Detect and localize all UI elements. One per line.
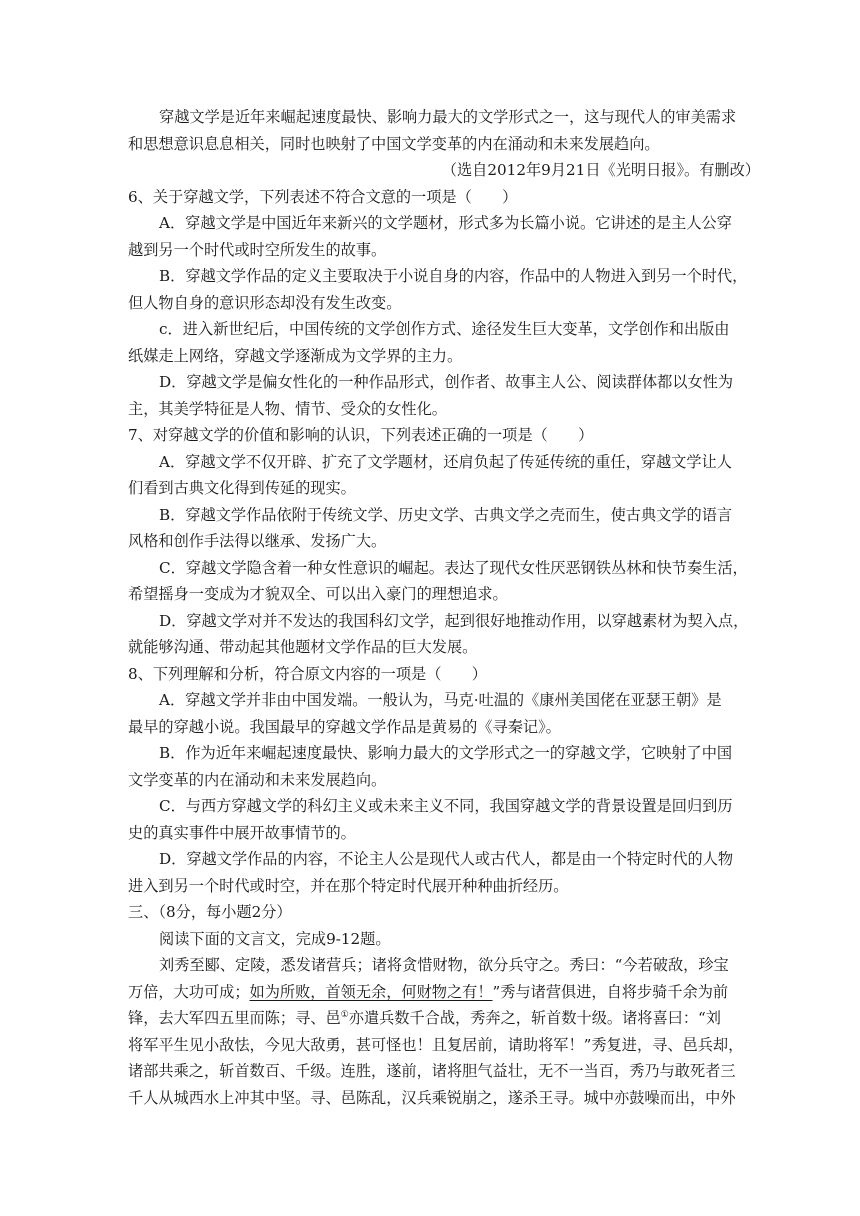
q8-option-a: A．穿越文学并非由中国发端。一般认为，马克·吐温的《康州美国佬在亚瑟王朝》是 — [159, 691, 722, 709]
q6-option-b-cont: 但人物自身的意识形态却没有发生改变。 — [128, 293, 402, 312]
question-8-stem: 8、下列理解和分析，符合原文内容的一项是（ ） — [128, 664, 487, 683]
text-span: 锋，去大军四五里而陈；寻、邑 — [128, 1009, 341, 1027]
question-7-stem: 7、对穿越文学的价值和影响的认识，下列表述正确的一项是（ ） — [128, 426, 594, 444]
classical-text-line — [128, 979, 760, 1006]
text-span: ”秀与诸营俱进，自将步骑千余为前 — [492, 982, 729, 1001]
question-6-stem: 6、关于穿越文学，下列表述不符合文意的一项是（ ） — [128, 187, 518, 206]
section-3-instruction: 阅读下面的文言文，完成9-12题。 — [159, 929, 391, 948]
q8-option-c: C．与西方穿越文学的科幻主义或未来主义不同，我国穿越文学的背景设置是回归到历 — [159, 797, 733, 815]
q8-option-b-cont: 文学变革的内在涌动和未来发展趋向。 — [128, 770, 387, 789]
footnote-marker: ① — [340, 1009, 349, 1020]
q7-option-b: B．穿越文学作品依附于传统文学、历史文学、古典文学之壳而生，使古典文学的语言 — [159, 505, 733, 524]
classical-text-line: 千人从城西水上冲其中坚。寻、邑陈乱，汉兵乘锐崩之，遂杀王寻。城中亦鼓噪而出，中外 — [128, 1088, 736, 1107]
underlined-sentence: 如为所败，首领无余，何财物之有！ — [249, 982, 493, 1001]
passage-line: 穿越文学是近年来崛起速度最快、影响力最大的文学形式之一，这与现代人的审美需求 — [159, 108, 737, 126]
q6-option-a: A．穿越文学是中国近年来新兴的文学题材，形式多为长篇小说。它讲述的是主人公穿 — [159, 214, 732, 232]
q7-option-c: C．穿越文学隐含着一种女性意识的崛起。表达了现代女性厌恶钢铁丛林和快节奏生活， — [159, 558, 748, 577]
q6-option-d-cont: 主，其美学特征是人物、情节、受众的女性化。 — [128, 399, 447, 418]
q7-option-d: D．穿越文学对并不发达的我国科幻文学，起到很好地推动作用，以穿越素材为契入点， — [159, 611, 749, 630]
q7-option-b-cont: 风格和创作手法得以继承、发扬广大。 — [128, 532, 387, 550]
q8-option-d: D．穿越文学作品的内容，不论主人公是现代人或古代人，都是由一个特定时代的人物 — [159, 850, 734, 868]
text-span: 万倍，大功可成； — [128, 982, 250, 1001]
q7-option-a-cont: 们看到古典文化得到传延的现实。 — [128, 479, 356, 497]
q8-option-d-cont: 进入到另一个时代或时空，并在那个特定时代展开种种曲折经历。 — [128, 876, 569, 895]
classical-text-line: 将军平生见小敌怯，今见大敌勇，甚可怪也！且复居前，请助将军！”秀复进，寻、邑兵却， — [128, 1035, 744, 1054]
q8-option-a-cont: 最早的穿越小说。我国最早的穿越文学作品是黄易的《寻秦记》。 — [128, 717, 561, 736]
passage-line: 和思想意识息息相关，同时也映射了中国文学变革的内在涌动和未来发展趋向。 — [128, 134, 660, 153]
q6-option-d: D．穿越文学是偏女性化的一种作品形式，创作者、故事主人公、阅读群体都以女性为 — [159, 373, 734, 391]
section-3-heading: 三、（8分，每小题2分） — [128, 903, 292, 921]
q6-option-c-cont: 纸媒走上网络，穿越文学逐渐成为文学界的主力。 — [128, 346, 463, 365]
q8-option-c-cont: 史的真实事件中展开故事情节的。 — [128, 823, 356, 842]
q8-option-b: B．作为近年来崛起速度最快、影响力最大的文学形式之一的穿越文学，它映射了中国 — [159, 744, 733, 762]
classical-text-line — [128, 1005, 760, 1032]
q6-option-b: B．穿越文学作品的定义主要取决于小说自身的内容，作品中的人物进入到另一个时代， — [159, 267, 748, 285]
q7-option-a: A．穿越文学不仅开辟、扩充了文学题材，还肩负起了传延传统的重任，穿越文学让人 — [159, 452, 732, 471]
q7-option-c-cont: 希望摇身一变成为才貌双全、可以出入豪门的理想追求。 — [128, 585, 508, 603]
text-span: 亦遣兵数千合战，秀奔之，斩首数十级。诸将喜曰：“刘 — [348, 1009, 721, 1027]
classical-text-line: 刘秀至郾、定陵，悉发诸营兵；诸将贪惜财物，欲分兵守之。秀曰：“今若破敌，珍宝 — [159, 956, 729, 974]
q6-option-c: c．进入新世纪后，中国传统的文学创作方式、途径发生巨大变革，文学创作和出版由 — [159, 320, 730, 338]
classical-text-line: 诸部共乘之，斩首数百、千级。连胜，遂前，诸将胆气益壮，无不一当百，秀乃与敢死者三 — [128, 1062, 736, 1080]
q6-option-a-cont: 越到另一个时代或时空所发生的故事。 — [128, 240, 387, 259]
q7-option-d-cont: 就能够沟通、带动起其他题材文学作品的巨大发展。 — [128, 638, 478, 656]
source-citation: （选自2012年9月21日《光明日报》。有删改） — [441, 161, 760, 179]
